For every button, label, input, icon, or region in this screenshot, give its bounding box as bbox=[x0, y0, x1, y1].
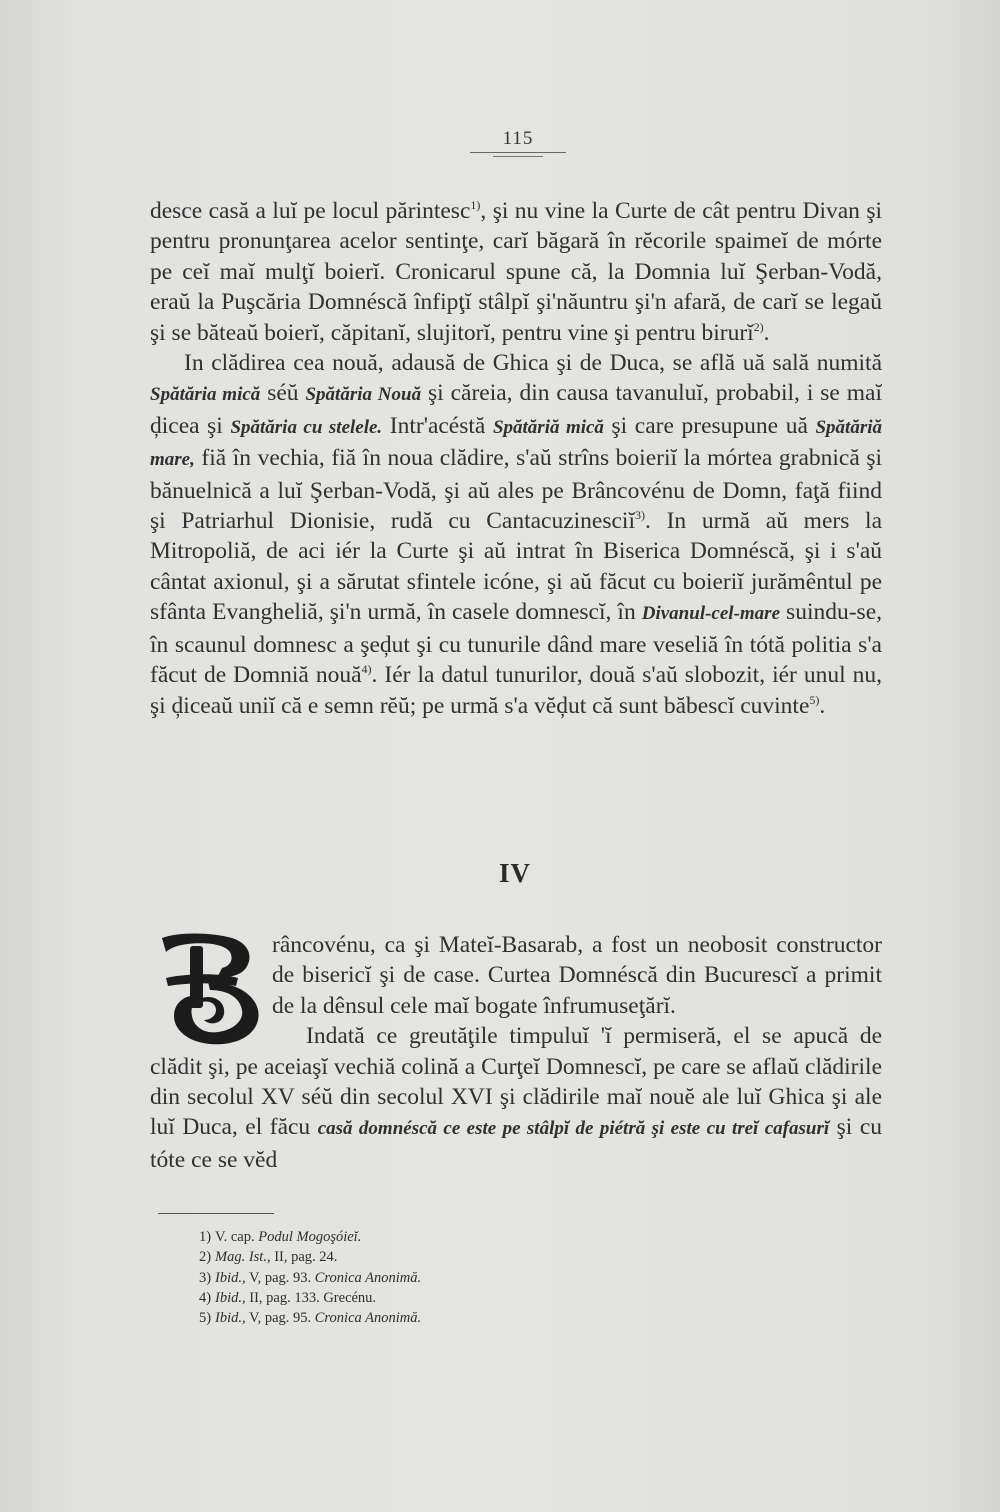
text-run: şi cu tóte ce se vĕd bbox=[150, 1114, 882, 1173]
footnote-italic: Mag. Ist., bbox=[215, 1249, 271, 1266]
text-run: şi care presupune uă bbox=[603, 412, 816, 439]
text-run: . bbox=[763, 319, 770, 346]
footnote-text: II, pag. 133. Grecénu. bbox=[245, 1289, 377, 1306]
footnote bbox=[200, 1288, 421, 1308]
page-number-header bbox=[468, 128, 568, 157]
section-heading: IV bbox=[498, 858, 531, 888]
text-run: şi căreia, din causa tavanuluĭ, probabil, i se maĭ ḑicea şi bbox=[150, 380, 883, 439]
footnote bbox=[200, 1227, 421, 1247]
italic-run: Spătăria mică bbox=[150, 384, 261, 406]
footnote-ref: 4) bbox=[361, 662, 372, 677]
italic-run: casă domnéscă ce este pe stâlpĭ de piétră şi este cu treĭ cafasurĭ bbox=[317, 1118, 830, 1140]
footnote-ref: 5) bbox=[809, 692, 820, 707]
footnote-italic: Podul Mogoşóieĭ. bbox=[258, 1229, 362, 1245]
footnotes bbox=[200, 1227, 421, 1328]
italic-run: Spătăria Nouă bbox=[305, 384, 422, 406]
footnote-ref: 1) bbox=[470, 198, 481, 213]
text-run: . Iér la datul tunurilor, două s'aŭ slobozit, iér unul nu, şi ḑiceaŭ uniĭ că e semn rĕŭ; pe urmă s'a vĕḑut că sunt băbescĭ cuvinte bbox=[150, 662, 882, 719]
text-run: In clădirea cea nouă, adausă de Ghica şi de Duca, se află uă sală numită bbox=[184, 350, 882, 377]
paragraph bbox=[150, 348, 882, 721]
footnote-number: 3) bbox=[199, 1269, 212, 1286]
header-rule bbox=[470, 152, 566, 153]
footnote-ref: 3) bbox=[635, 508, 645, 523]
footnote-number: 5) bbox=[199, 1310, 212, 1327]
footnote bbox=[200, 1247, 421, 1267]
footnote-rule bbox=[158, 1213, 274, 1214]
footnote-ref: 2) bbox=[753, 319, 764, 334]
footnote-text: V, pag. 95. bbox=[245, 1310, 315, 1327]
text-run: séŭ bbox=[260, 380, 306, 407]
paragraph-with-dropcap bbox=[150, 930, 882, 1021]
footnote-italic: Ibid., bbox=[215, 1269, 246, 1286]
page-number: 115 bbox=[502, 128, 534, 149]
italic-run: Spătăria cu stelele. bbox=[230, 416, 383, 438]
footnote-italic: Ibid., bbox=[215, 1310, 246, 1327]
paragraph bbox=[150, 196, 882, 348]
header-rule-short bbox=[493, 156, 543, 157]
text-run: Intr'acéstă bbox=[382, 412, 493, 439]
text-run: Indată ce greutăţile timpuluĭ 'ĭ permiseră, el se apucă de clădit şi, pe aceiaşĭ vechiă colină a Curţeĭ Domnescĭ, pe care se aflaŭ clădirile din secolul XV séŭ din secolul XVI şi clădirile maĭ nouĕ ale luĭ Ghica şi ale luĭ Duca, el făcu bbox=[150, 1023, 882, 1141]
dropcap-paragraph-text bbox=[272, 932, 882, 1019]
footnote-text: V. cap. bbox=[215, 1229, 259, 1245]
footnote bbox=[200, 1308, 421, 1328]
drop-cap-b-ornament bbox=[148, 932, 266, 1046]
footnote bbox=[200, 1268, 421, 1288]
italic-run: Spătăriă mare, bbox=[150, 416, 882, 471]
footnote-text: V, pag. 93. bbox=[245, 1269, 315, 1286]
text-run: , şi nu vine la Curte de cât pentru Divan şi pentru pronunţarea acelor sentinţe, carĭ băgară în rĕcorile spaimeĭ de mórte pe ceĭ maĭ mulţĭ boierĭ. Cronicarul spune că, la Domnia luĭ Şerban-Vodă, eraŭ la Puşcăria Domnéscă înfipţĭ stâlpĭ şi'năuntru şi'n afară, de carĭ se legaŭ şi se băteaŭ boierĭ, căpitanĭ, slujitorĭ, pentru vine şi pentru birurĭ bbox=[150, 198, 882, 346]
text-run: suindu-se, în scaunul domnesc a şeḑut şi cu tunurile dând mare veseliă în tótă politia s'a făcut de Domniă nouă bbox=[150, 599, 883, 689]
footnote-number: 1) bbox=[199, 1229, 212, 1245]
footnote-number: 2) bbox=[199, 1249, 212, 1266]
footnote-italic: Cronica Anonimă. bbox=[314, 1310, 422, 1327]
text-run: râncovénu, ca şi Mateĭ-Basarab, a fost un neobosit constructor de bisericĭ şi de case. Curtea Domnéscă din Bucurescĭ a primit de la dênsul cele maĭ bogate înfrumuseţărĭ. bbox=[272, 932, 882, 1019]
text-run: . In urmă aŭ mers la Mitropoliă, de aci iér la Curte şi aŭ intrat în Biserica Domnéscă, şi i s'aŭ cântat axionul, şi a sărutat sfintele icóne, şi aŭ făcut cu boieriĭ jurămêntul pe sfânta Evangheliă, şi'n urmă, în casele domnescĭ, în bbox=[150, 508, 882, 626]
text-run: desce casă a luĭ pe locul părintesc bbox=[150, 198, 471, 224]
footnote-number: 4) bbox=[199, 1289, 212, 1306]
text-run: . bbox=[819, 692, 826, 719]
footnote-italic: Ibid., bbox=[215, 1289, 246, 1306]
text-run: fiă în vechia, fiă în noua clădire, s'aŭ strîns boieriĭ la mórtea grabnică şi bănuelnică a luĭ Şerban-Vodă, şi aŭ ales pe Brâncovénu de Domn, faţă fiind şi Patriarhul Dionisie, rudă cu Cantacuzinesciĭ bbox=[150, 445, 882, 535]
italic-run: Divanul-cel-mare bbox=[641, 603, 781, 625]
body-text-bottom bbox=[150, 930, 882, 1175]
footnote-italic: Cronica Anonimă. bbox=[314, 1269, 422, 1286]
italic-run: Spătăriă mică bbox=[492, 416, 604, 438]
body-text-top bbox=[150, 196, 882, 721]
footnote-text: II, pag. 24. bbox=[270, 1249, 338, 1266]
